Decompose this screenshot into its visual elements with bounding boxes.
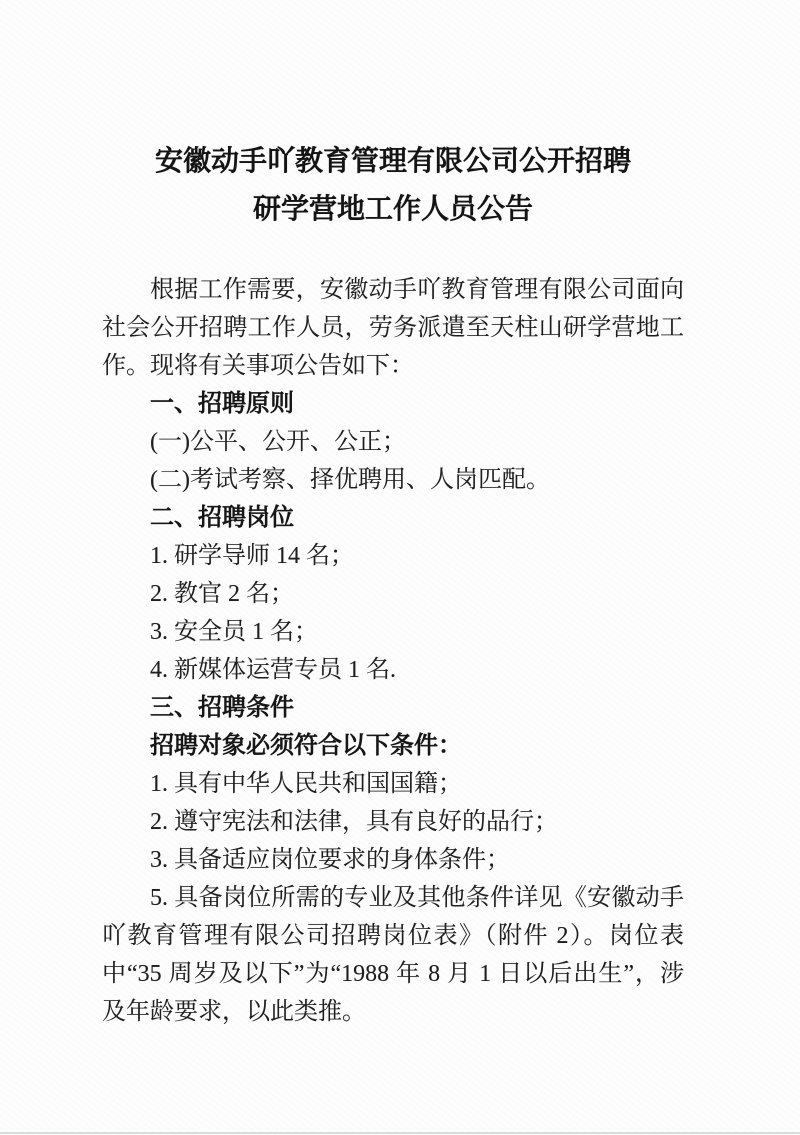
section-2-item-1: 1. 研学导师 14 名；: [150, 543, 354, 569]
section-3-subheading: 招聘对象必须符合以下条件：: [150, 733, 462, 759]
document-title: [102, 138, 684, 234]
section-1-item-2: (二)考试考察、择优聘用、人岗匹配。: [150, 467, 550, 493]
section-3-item-3: 3. 具备适应岗位要求的身体条件；: [150, 847, 510, 873]
intro-paragraph: 根据工作需要，安徽动手吖教育管理有限公司面向社会公开招聘工作人员，劳务派遣至天柱山研学营地工作。现将有关事项公告如下：: [102, 277, 684, 379]
section-3-closing-paragraph: 5. 具备岗位所需的专业及其他条件详见《安徽动手吖教育管理有限公司招聘岗位表》（附件 2）。岗位表中“35 周岁及以下”为“1988 年 8 月 1 日以后出生”，涉及年龄要求，以此类推。: [102, 885, 684, 1025]
section-2-item-4: 4. 新媒体运营专员 1 名.: [150, 657, 396, 683]
section-1-item-1: (一)公平、公开、公正；: [150, 429, 406, 455]
section-3-heading: 三、招聘条件: [150, 694, 294, 721]
section-2-item-2: 2. 教官 2 名；: [150, 581, 294, 607]
section-2-item-3: 3. 安全员 1 名；: [150, 619, 318, 645]
document-title-line-1: 安徽动手吖教育管理有限公司公开招聘: [154, 146, 631, 177]
document-body: [102, 271, 684, 1031]
section-3-item-1: 1. 具有中华人民共和国国籍；: [150, 771, 462, 797]
section-2-heading: 二、招聘岗位: [150, 504, 294, 531]
document-title-line-2: 研学营地工作人员公告: [252, 194, 533, 225]
scan-edge-shadow: [0, 1132, 800, 1134]
section-3-item-2: 2. 遵守宪法和法律，具有良好的品行；: [150, 809, 558, 835]
section-1-heading: 一、招聘原则: [150, 390, 294, 417]
